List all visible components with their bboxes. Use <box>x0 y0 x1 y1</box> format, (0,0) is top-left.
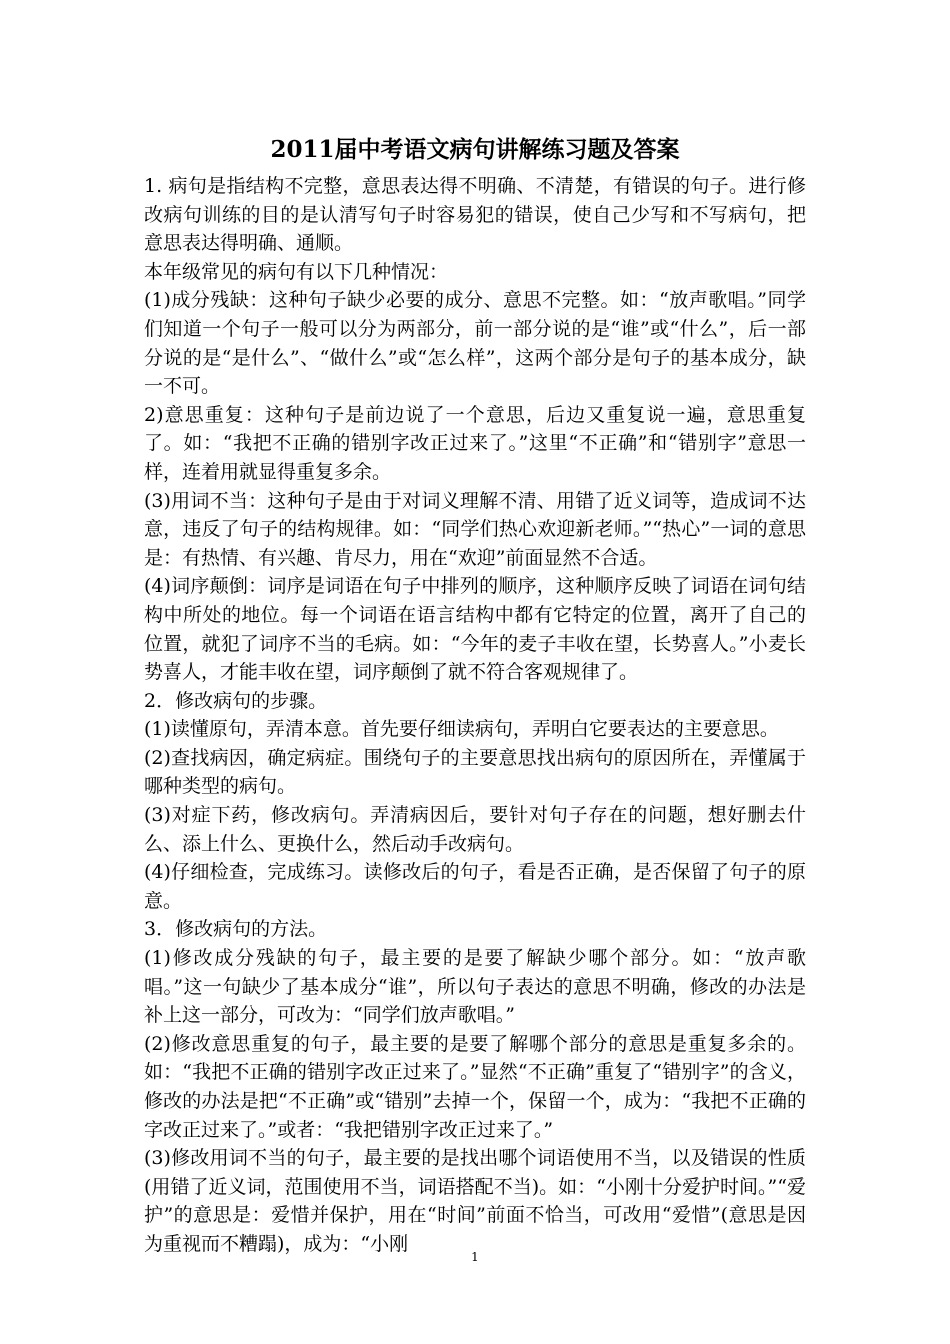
paragraph: (1)修改成分残缺的句子，最主要的是要了解缺少哪个部分。如：“放声歌唱。”这一句缺少了基本成分“谁”，所以句子表达的意思不明确，修改的办法是补上这一部分，可改为：“同学们放声歌唱。” <box>144 947 806 1027</box>
section-heading: 3．修改病句的方法。 <box>144 918 328 941</box>
paragraph: 本年级常见的病句有以下几种情况： <box>144 260 449 283</box>
document-body <box>144 172 806 1259</box>
paragraph: 2)意思重复：这种句子是前边说了一个意思，后边又重复说一遍，意思重复了。如：“我把不正确的错别字改正过来了。”这里“不正确”和“错别字”意思一样，连着用就显得重复多余。 <box>144 403 806 483</box>
paragraph: (1)成分残缺：这种句子缺少必要的成分、意思不完整。如：“放声歌唱。”同学们知道一个句子一般可以分为两部分，前一部分说的是“谁”或“什么”，后一部分说的是“是什么”、“做什么”或“怎么样”，这两个部分是句子的基本成分，缺一不可。 <box>144 289 806 398</box>
paragraph: (3)修改用词不当的句子，最主要的是找出哪个词语使用不当，以及错误的性质(用错了近义词，范围使用不当，词语搭配不当)。如：“小刚十分爱护时间。”“爱护”的意思是：爱惜并保护，用在“时间”前面不恰当，可改用“爱惜”(意思是因为重视而不糟蹋)，成为：“小刚 <box>144 1147 806 1255</box>
paragraph: (4)仔细检查，完成练习。读修改后的句子，看是否正确，是否保留了句子的原意。 <box>144 861 806 912</box>
document-title: 2011届中考语文病句讲解练习题及答案 <box>270 136 680 163</box>
paragraph: (2)修改意思重复的句子，最主要的是要了解哪个部分的意思是重复多余的。如：“我把不正确的错别字改正过来了。”显然“不正确”重复了“错别字”的含义，修改的办法是把“不正确”或“错别”去掉一个，保留一个，成为：“我把不正确的字改正过来了。”或者：“我把错别字改正过来了。” <box>144 1032 806 1141</box>
paragraph: (2)查找病因，确定病症。围绕句子的主要意思找出病句的原因所在，弄懂属于哪种类型的病句。 <box>144 746 806 798</box>
section-heading: 2．修改病句的步骤。 <box>144 689 328 712</box>
paragraph: 1. 病句是指结构不完整，意思表达得不明确、不清楚，有错误的句子。进行修改病句训练的目的是认清写句子时容易犯的错误，使自己少写和不写病句，把意思表达得明确、通顺。 <box>144 175 806 255</box>
paragraph: (3)用词不当：这种句子是由于对词义理解不清、用错了近义词等，造成词不达意，违反了句子的结构规律。如：“同学们热心欢迎新老师。”“热心”一词的意思是：有热情、有兴趣、肯尽力，用在“欢迎”前面显然不合适。 <box>144 489 806 569</box>
paragraph: (3)对症下药，修改病句。弄清病因后，要针对句子存在的问题，想好删去什么、添上什么、更换什么，然后动手改病句。 <box>144 804 806 855</box>
paragraph: (1)读懂原句，弄清本意。首先要仔细读病句，弄明白它要表达的主要意思。 <box>144 718 779 741</box>
page-number: 1 <box>471 1250 479 1264</box>
paragraph: (4)词序颠倒：词序是词语在句子中排列的顺序，这种顺序反映了词语在词句结构中所处的地位。每一个词语在语言结构中都有它特定的位置，离开了自己的位置，就犯了词序不当的毛病。如：“今年的麦子丰收在望，长势喜人。”小麦长势喜人，才能丰收在望，词序颠倒了就不符合客观规律了。 <box>144 575 806 684</box>
